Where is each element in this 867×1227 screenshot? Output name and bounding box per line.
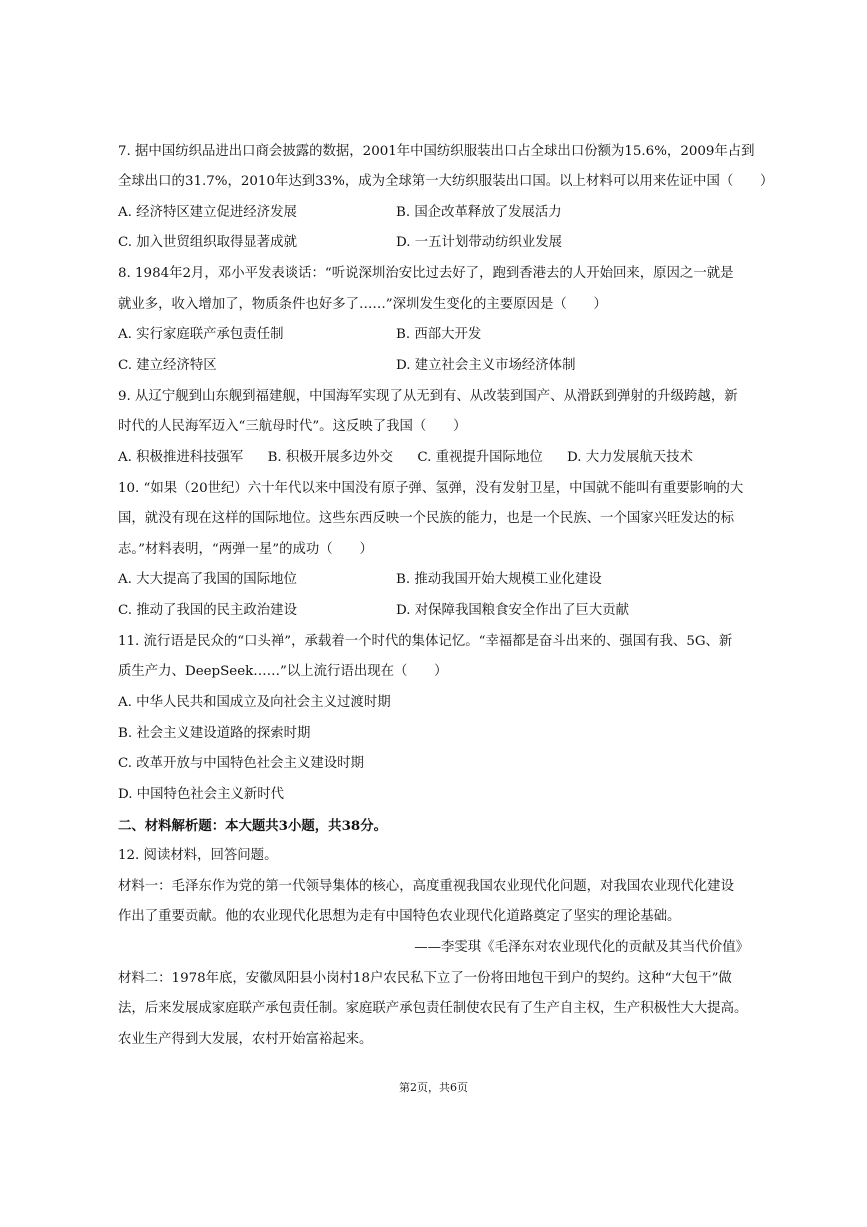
q8-options-row1 (118, 326, 482, 344)
q10-stem-line3: 志。”材料表明，“两弹一星”的成功（ ） (118, 542, 373, 557)
q12-intro: 12. 阅读材料，回答问题。 (118, 848, 278, 863)
q11-stem-line1: 11. 流行语是民众的“口头禅”，承载着一个时代的集体记忆。“幸福都是奋斗出来的、强国有我、5G、新 (118, 634, 733, 649)
q8-option-b[interactable]: B. 西部大开发 (396, 327, 482, 342)
q10-stem-line1: 10. “如果（20世纪）六十年代以来中国没有原子弹、氢弹，没有发射卫星，中国就不能叫有重要影响的大 (118, 481, 744, 496)
q11-option-c[interactable]: C. 改革开放与中国特色社会主义建设时期 (118, 756, 364, 771)
q8-option-a[interactable]: A. 实行家庭联产承包责任制 (118, 327, 284, 342)
q8-stem-line2: 就业多，收入增加了，物质条件也好多了……”深圳发生变化的主要原因是（ ） (118, 297, 607, 312)
q10-option-d[interactable]: D. 对保障我国粮食安全作出了巨大贡献 (396, 603, 630, 618)
q12-material2-line3: 农业生产得到大发展，农村开始富裕起来。 (118, 1032, 373, 1047)
q9-option-d[interactable]: D. 大力发展航天技术 (567, 450, 693, 465)
page-number: 第2页，共6页 (399, 1081, 468, 1094)
q10-option-c[interactable]: C. 推动了我国的民主政治建设 (118, 603, 297, 618)
q12-material1-line2: 作出了重要贡献。他的农业现代化思想为走有中国特色农业现代化道路奠定了坚实的理论基础。 (118, 909, 681, 924)
section-heading: 二、材料解析题：本大题共3小题，共38分。 (118, 818, 387, 834)
q9-options-row (118, 449, 693, 467)
q7-options-row1 (118, 204, 562, 222)
q9-stem-line2: 时代的人民海军迈入“三航母时代”。这反映了我国（ ） (118, 419, 467, 434)
q10-option-b[interactable]: B. 推动我国开始大规模工业化建设 (396, 572, 602, 587)
q7-option-c[interactable]: C. 加入世贸组织取得显著成就 (118, 235, 297, 250)
q12-material1-source: ——李雯琪《毛泽东对农业现代化的贡献及其当代价值》 (414, 940, 749, 955)
q10-option-a[interactable]: A. 大大提高了我国的国际地位 (118, 572, 297, 587)
q12-material2-line1: 材料二：1978年底，安徽凤阳县小岗村18户农民私下立了一份将田地包干到户的契约。这种“大包干”做 (118, 971, 732, 986)
q11-stem-line2: 质生产力、DeepSeek……”以上流行语出现在（ ） (118, 664, 448, 679)
q12-material2-line2: 法，后来发展成家庭联产承包责任制。家庭联产承包责任制使农民有了生产自主权，生产积极性大大提高。 (118, 1001, 748, 1016)
q7-stem-line1: 7. 据中国纺织品进出口商会披露的数据，2001年中国纺织服装出口占全球出口份额为15.6%，2009年占到 (118, 144, 755, 159)
q10-options-row1 (118, 571, 602, 589)
q11-option-a[interactable]: A. 中华人民共和国成立及向社会主义过渡时期 (118, 695, 391, 710)
q9-option-b[interactable]: B. 积极开展多边外交 (267, 450, 394, 465)
q8-option-c[interactable]: C. 建立经济特区 (118, 358, 217, 373)
q8-options-row2 (118, 357, 576, 375)
q9-option-a[interactable]: A. 积极推进科技强军 (118, 450, 244, 465)
q10-stem-line2: 国，就没有现在这样的国际地位。这些东西反映一个民族的能力，也是一个民族、一个国家兴旺发达的标 (118, 511, 734, 526)
q7-option-d[interactable]: D. 一五计划带动纺织业发展 (396, 235, 563, 250)
q7-option-b[interactable]: B. 国企改革释放了发展活力 (396, 205, 562, 220)
q9-option-c[interactable]: C. 重视提升国际地位 (417, 450, 543, 465)
q8-stem-line1: 8. 1984年2月，邓小平发表谈话：“听说深圳治安比过去好了，跑到香港去的人开始回来，原因之一就是 (118, 266, 734, 281)
q8-option-d[interactable]: D. 建立社会主义市场经济体制 (396, 358, 576, 373)
q10-options-row2 (118, 602, 630, 620)
q11-option-b[interactable]: B. 社会主义建设道路的探索时期 (118, 726, 311, 741)
q12-material1-line1: 材料一：毛泽东作为党的第一代领导集体的核心，高度重视我国农业现代化问题，对我国农业现代化建设 (118, 879, 734, 894)
q7-options-row2 (118, 234, 563, 252)
q9-stem-line1: 9. 从辽宁舰到山东舰到福建舰，中国海军实现了从无到有、从改装到国产、从滑跃到弹射的升级跨越，新 (118, 389, 738, 404)
q11-option-d[interactable]: D. 中国特色社会主义新时代 (118, 787, 285, 802)
q7-option-a[interactable]: A. 经济特区建立促进经济发展 (118, 205, 297, 220)
q7-stem-line2: 全球出口的31.7%，2010年达到33%，成为全球第一大纺织服装出口国。以上材料可以用来佐证中国（ ） (118, 174, 774, 189)
